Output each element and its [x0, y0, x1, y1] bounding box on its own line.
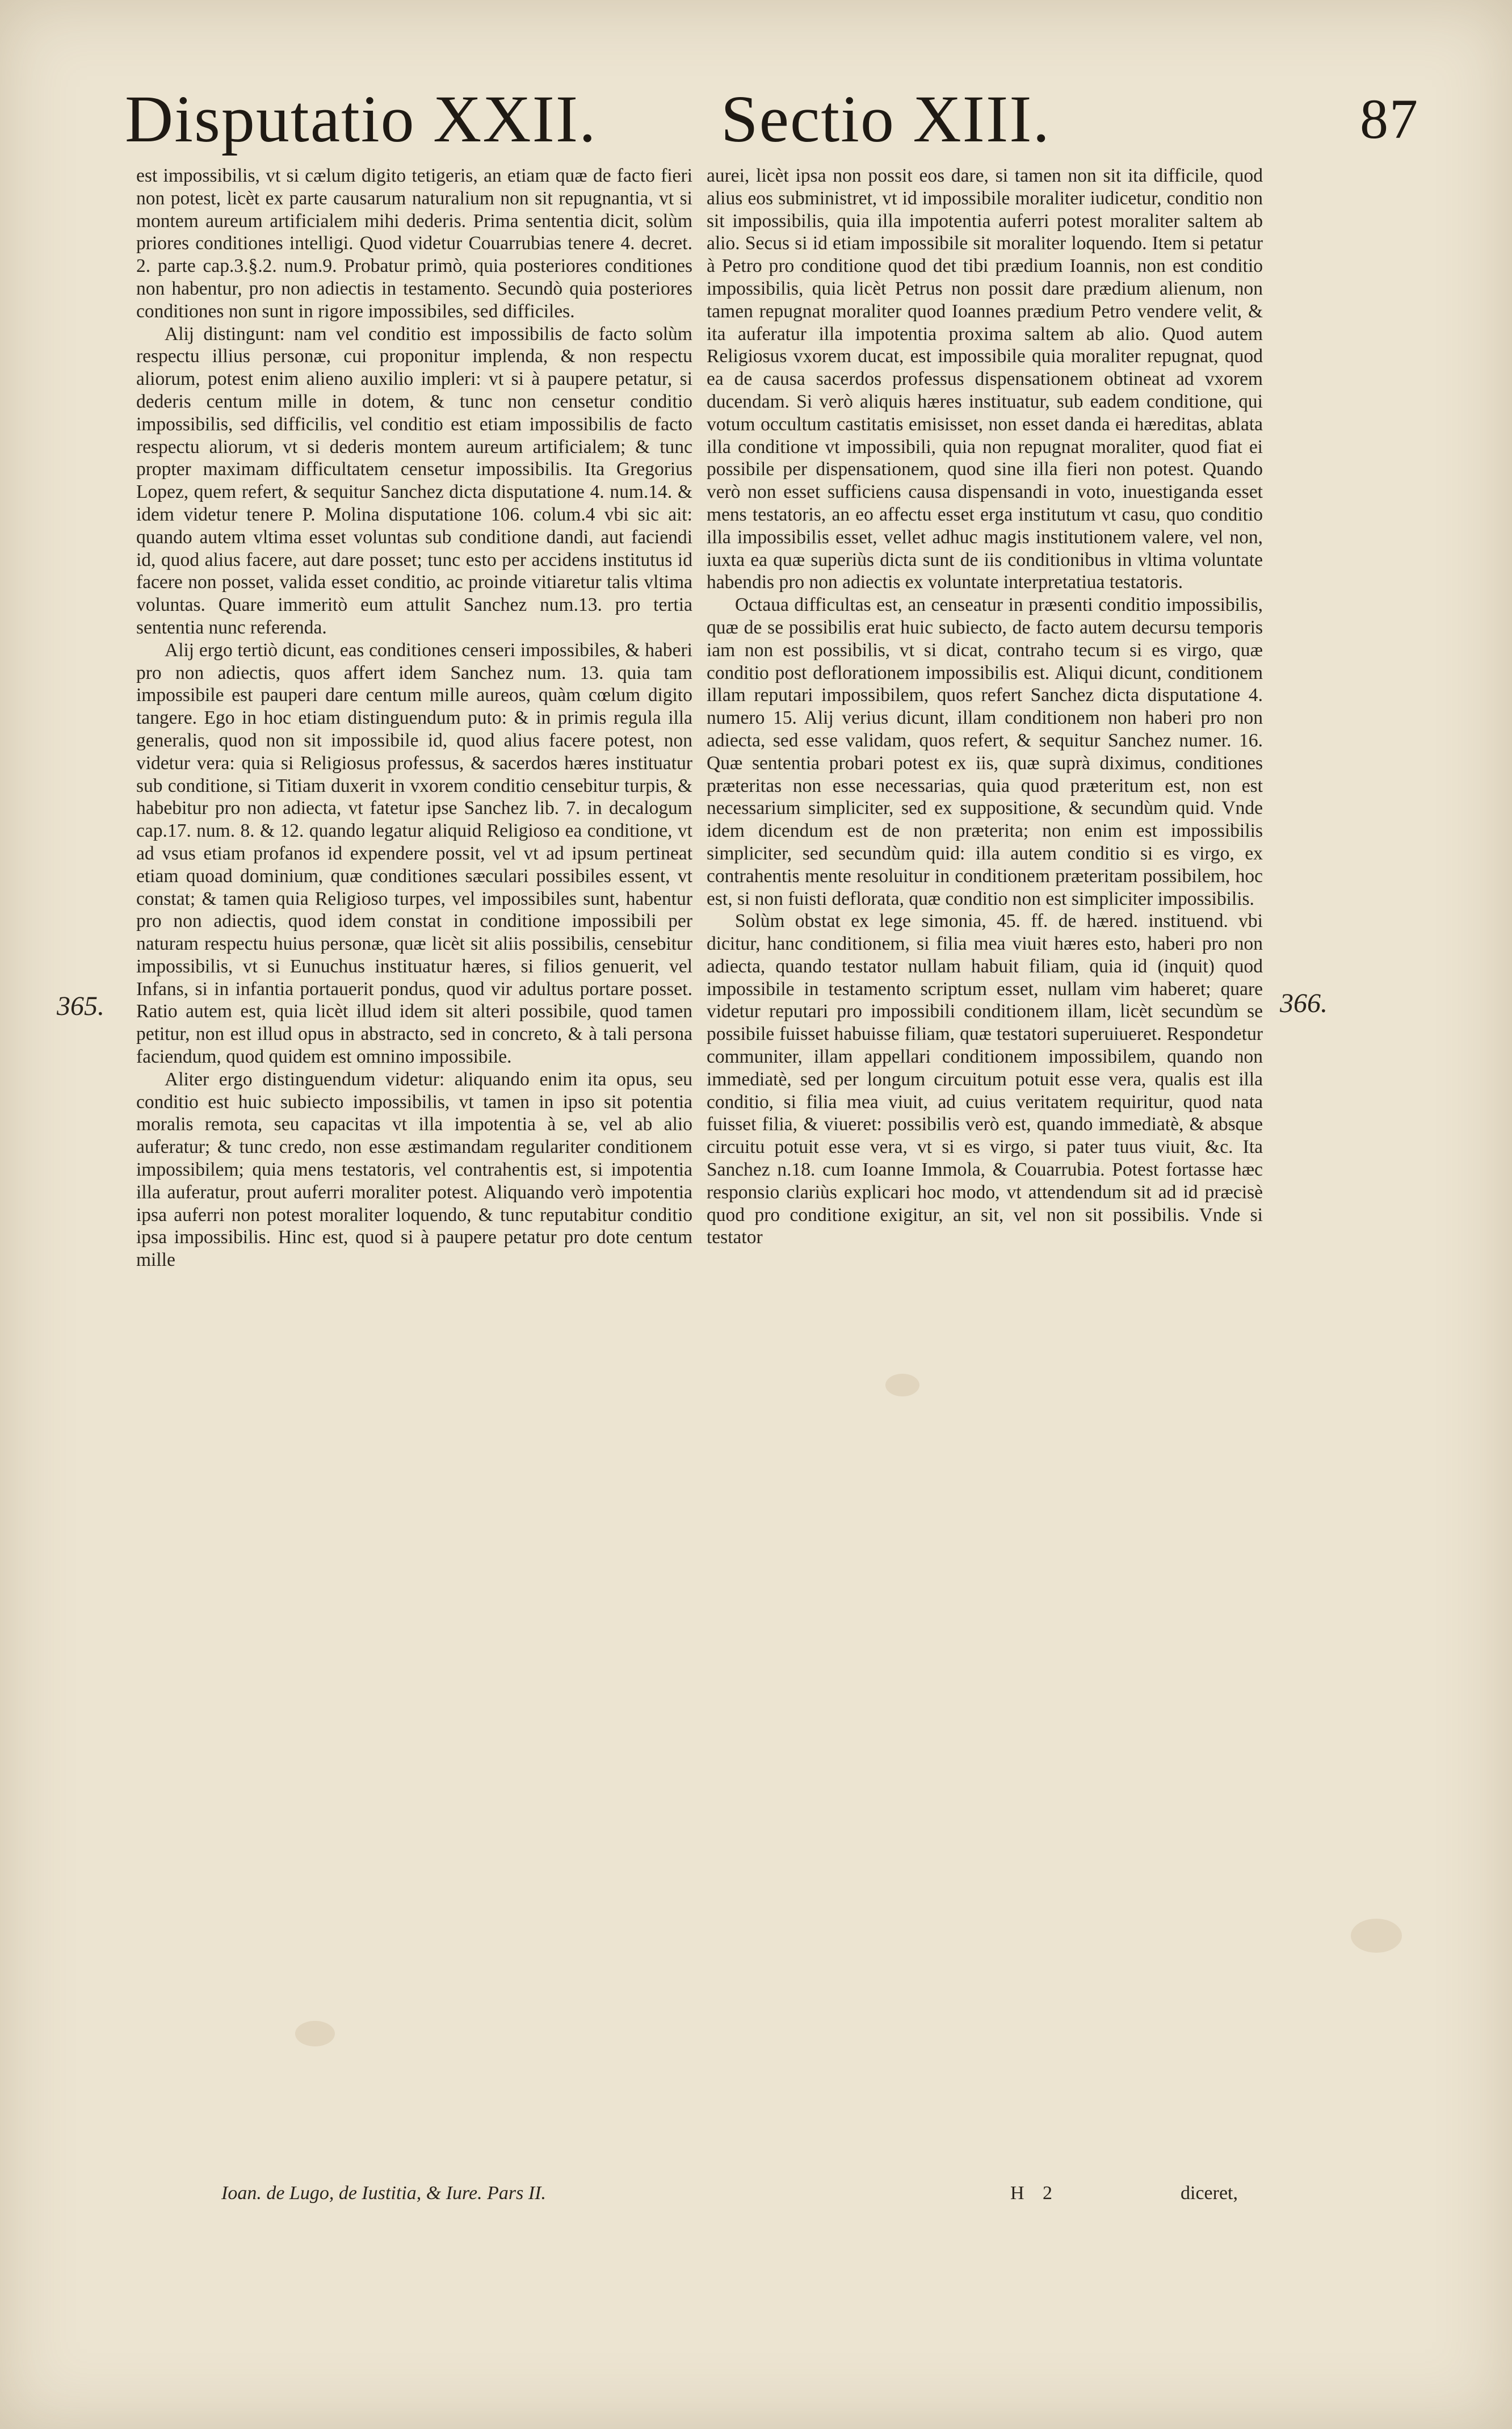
paragraph: Solùm obstat ex lege simonia, 45. ff. de hæred. instituend. vbi dicitur, hanc conditionem, si filia mea viuit hæres esto, haberi pro non adiecta, quando testator nullam habuit filiam, quia id (inquit) quod impossibile in testamento scriptum esset, nullam vim haberet; quare videtur reputari pro impossibili conditionem illam, licèt secundùm se possibile fuisset habuisse filiam, quæ testatori superuiueret. Respondetur communiter, illam appellari conditionem impossibilem, quando non immediatè, sed per longum circuitum potuit esse vera, qualis est illa conditio, si filia mea viuit, ad cuius veritatem requiritur, quod nata fuisset filia, & viueret: possibilis verò est, quando immediatè, & absque circuitu potuit esse vera, vt si es virgo, si pater tuus viuit, &c. Ita Sanchez n.18. cum Ioanne Immola, & Couarrubia. Potest fortasse hæc responsio clariùs explicari hoc modo, vt attendendum sit ad id præcisè quod pro conditione exigitur, an sit, vel non sit possibilis. Vnde si testator — [707, 911, 1263, 1248]
signature-mark: H 2 — [1010, 2183, 1060, 2204]
paragraph: aurei, licèt ipsa non possit eos dare, si tamen non sit ita difficile, quod alius eos subministret, vt id impossibile moraliter iudicetur, conditio non sit impossibilis, quia illa impotentia auferri potest moraliter saltem ab alio. Secus si id etiam impossibile sit moraliter loquendo. Item si petatur à Petro pro conditione quod det tibi prædium Ioannis, non est conditio impossibilis, quia licèt Petrus non possit dare prædium alienum, non tamen repugnat moraliter quod Ioannes prædium Petro vendere velit, & ita auferatur illa impotentia proxima saltem ab alio. Quod autem Religiosus vxorem ducat, est impossibile quia moraliter repugnat, quod ea de causa sacerdos professus dispensationem obtineat ad vxorem ducendam. Si verò aliquis hæres instituatur, sub eadem conditione, qui votum occultum castitatis emisisset, non esset danda ei hæreditas, ablata illa conditione vt impossibili, quia non repugnat moraliter, quod fiat ei possibile per dispensationem, quod sine illa fieri non potest. Quando verò non esset sufficiens causa dispensandi in voto, inuestiganda esset mens testatoris, an eo affectu esset erga institutum vt casu, quo conditio illa impossibilis esset, vellet adhuc magis institutionem valere, vel non, iuxta ea quæ superiùs dicta sunt de iis conditionibus in vltima voluntate habendis pro non adiectis ex voluntate interpretatiua testatoris. — [707, 165, 1263, 593]
running-header — [125, 82, 1419, 159]
paragraph: Alij ergo tertiò dicunt, eas conditiones censeri impossibiles, & haberi pro non adiectis, quos affert idem Sanchez num. 13. quia tam impossibile est pauperi dare centum mille aureos, quàm cœlum digito tangere. Ego in hoc etiam distinguendum puto: & in primis regula illa generalis, quod non sit impossibile id, quod alius facere potest, non videtur vera: quia si Religiosus professus, & sacerdos hæres instituatur sub conditione, si Titiam duxerit in vxorem conditio censebitur turpis, & habebitur pro non adiecta, vt fatetur ipse Sanchez lib. 7. in decalogum cap.17. num. 8. & 12. quando legatur aliquid Religioso ea conditione, vt ad vsus etiam profanos id expendere possit, vel vt ad ipsum pertineat etiam quoad dominium, quæ conditiones sæculari possibiles essent, vt constat; & tamen quia Religioso turpes, vel impossibiles sunt, habentur pro non adiectis, quod idem constat in conditione impossibili per naturam respectu huius personæ, quæ licèt sit aliis possibilis, censebitur impossibilis, vt si Eunuchus instituatur hæres, si filios genuerit, vel Infans, si in infantia portauerit pondus, quod vir adultus portare posset. Ratio autem est, quia licèt illud idem sit alteri possibile, quod tamen petitur, non est illud opus in abstracto, sed in concreto, & à tali persona faciendum, quod quidem est omnino impossibile. — [136, 639, 692, 1068]
running-footer-title: Ioan. de Lugo, de Iustitia, & Iure. Pars II. — [221, 2183, 546, 2204]
margin-number-left: 365. — [57, 991, 104, 1021]
right-column — [707, 165, 1263, 2220]
margin-number-right: 366. — [1280, 988, 1328, 1018]
paragraph: Alij distingunt: nam vel conditio est impossibilis de facto solùm respectu illius personæ, cui proponitur implenda, & non respectu aliorum, potest enim alieno auxilio impleri: vt si à paupere petatur, si dederis centum mille in dotem, & tunc non censetur conditio impossibilis, sed difficilis, vel conditio est etiam impossibilis de facto respectu aliorum, vt si dederis montem aureum artificialem; & tunc propter maximam difficultatem censetur impossibilis. Ita Gregorius Lopez, quem refert, & sequitur Sanchez dicta disputatione 4. num.14. & idem videtur tenere P. Molina disputatione 106. colum.4 vbi sic ait: quando autem vltima esset voluntas sub conditione dandi, aut faciendi id, quod alius facere, aut dare posset; tunc esto per accidens institutus id facere non posset, valida esset conditio, ac proinde vitiaretur talis vltima voluntas. Quare immeritò eum attulit Sanchez num.13. pro tertia sententia nunc referenda. — [136, 323, 692, 638]
paragraph: Octaua difficultas est, an censeatur in præsenti conditio impossibilis, quæ de se possibilis erat huic subiecto, de facto autem decursu temporis iam non est possibilis, vt si dicat, contraho tecum si es virgo, quæ conditio post deflorationem impossibilis est. Aliqui dicunt, conditionem illam reputari impossibilem, quos refert Sanchez dicta disputatione 4. numero 15. Alij verius dicunt, illam conditionem non haberi pro non adiecta, sed esse validam, quos refert, & sequitur Sanchez numer. 16. Quæ sententia probari potest ex iis, quæ suprà diximus, conditiones præteritas non esse necessarias, quia quod præteritum est, non est necessarium simpliciter, sed ex suppositione, & secundùm quid. Vnde idem dicendum est de non præterita; non enim est impossibilis simpliciter, sed secundùm quid: illa autem conditio si es virgo, ex contrahentis mente resoluitur in conditionem præteritam possibilem, hoc est, si non fuisti deflorata, quæ conditio non est simpliciter impossibilis. — [707, 594, 1263, 909]
paragraph: est impossibilis, vt si cælum digito tetigeris, an etiam quæ de facto fieri non potest, licèt ex parte causarum naturalium non sit repugnantia, vt si montem aureum artificialem mihi dederis. Prima sententia dicit, solùm priores conditiones intelligi. Quod videtur Couarrubias tenere 4. decret. 2. parte cap.3.§.2. num.9. Probatur primò, quia posteriores conditiones non habentur, pro non adiectis in testamento. Secundò quia posteriores conditiones non sunt in rigore impossibiles, sed difficiles. — [136, 165, 692, 322]
page-number: 87 — [1360, 87, 1419, 150]
left-column — [136, 165, 692, 2220]
header-right-title: Sectio XIII. — [721, 82, 1051, 156]
header-left-title: Disputatio XXII. — [125, 82, 597, 156]
paragraph: Aliter ergo distinguendum videtur: aliquando enim ita opus, seu conditio est huic subiecto impossibilis, vt tamen in ipso sit potentia moralis remota, seu capacitas vt illa impotentia à se, vel ab alio auferatur; & tunc credo, non esse æstimandam regulariter conditionem impossibilem; quia mens testatoris, vel contrahentis est, si impotentia illa auferatur, prout auferri moraliter potest. Aliquando verò impotentia ipsa auferri non potest moraliter loquendo, & tunc reputabitur conditio ipsa impossibilis. Hinc est, quod si à paupere petatur pro dote centum mille — [136, 1068, 692, 1271]
stain — [1351, 1919, 1402, 1953]
catchword: diceret, — [1181, 2183, 1238, 2204]
